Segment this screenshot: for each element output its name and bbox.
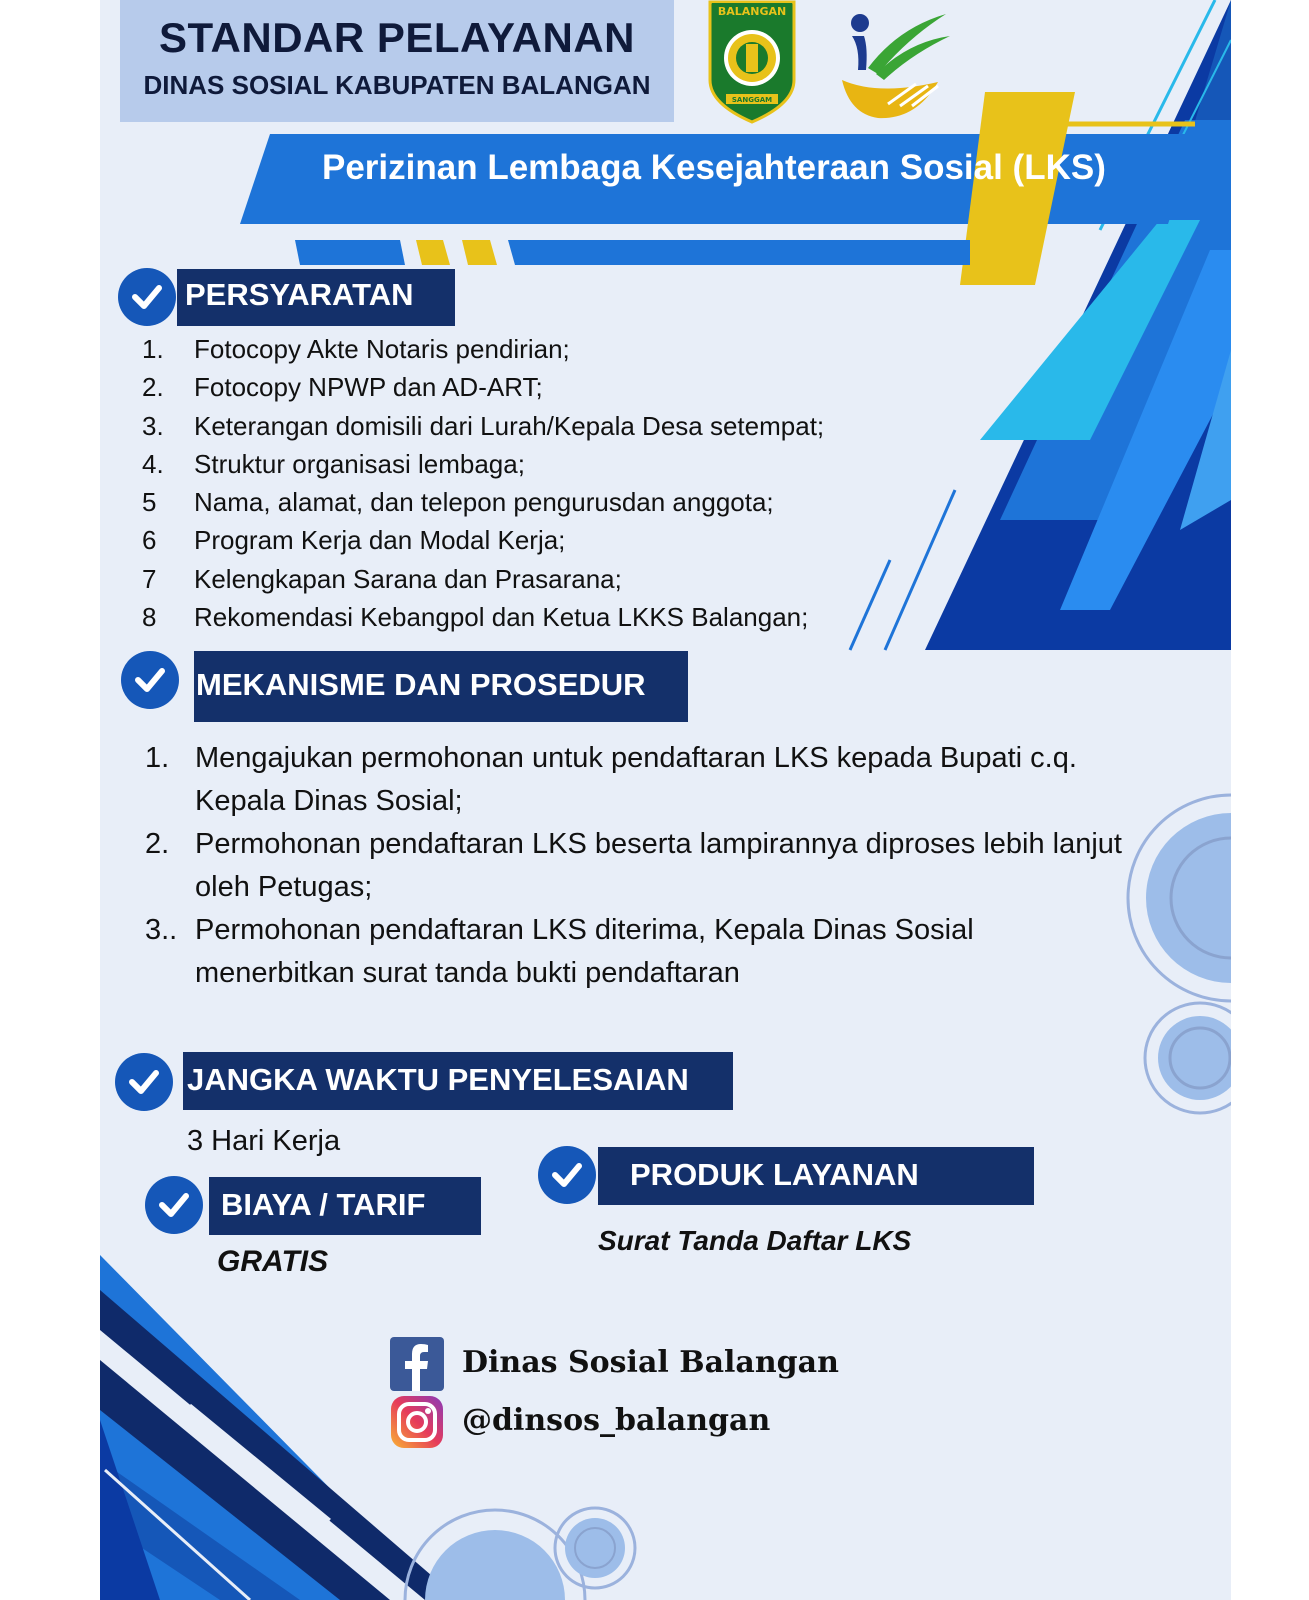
mekanisme-check-icon xyxy=(121,651,179,709)
svg-text:BALANGAN: BALANGAN xyxy=(717,5,787,18)
produk-value: Surat Tanda Daftar LKS xyxy=(598,1225,912,1256)
produk-heading: PRODUK LAYANAN xyxy=(598,1147,1034,1205)
list-item: 3.. Permohonan pendaftaran LKS diterima, Kepala Dinas Sosial menerbitkan surat tanda bukti pendaftaran xyxy=(145,914,974,989)
page-title: STANDAR PELAYANAN xyxy=(158,14,636,61)
persyaratan-heading: PERSYARATAN xyxy=(177,269,455,326)
instagram-label: @dinsos_balangan xyxy=(462,1403,771,1438)
facebook-label: Dinas Sosial Balangan xyxy=(462,1345,839,1380)
biaya-heading: BIAYA / TARIF xyxy=(209,1177,481,1235)
banner-title: Perizinan Lembaga Kesejahteraan Sosial (LKS) xyxy=(322,148,1106,187)
biaya-check-icon xyxy=(145,1176,203,1234)
list-item: 1. Mengajukan permohonan untuk pendaftaran LKS kepada Bupati c.q. Kepala Dinas Sosial; xyxy=(145,742,1077,817)
jangka-waktu-check-icon xyxy=(115,1053,173,1111)
mekanisme-heading: MEKANISME DAN PROSEDUR xyxy=(194,651,688,722)
svg-text:SANGGAM: SANGGAM xyxy=(731,96,773,104)
produk-check-icon xyxy=(538,1146,596,1204)
instagram-icon xyxy=(390,1395,444,1449)
biaya-value: GRATIS xyxy=(217,1245,329,1278)
persyaratan-check-icon xyxy=(118,268,176,326)
balangan-emblem-icon xyxy=(706,0,798,124)
list-item: 2. Permohonan pendaftaran LKS beserta lampirannya diproses lebih lanjut oleh Petugas; xyxy=(145,828,1122,903)
page-subtitle: DINAS SOSIAL KABUPATEN BALANGAN xyxy=(143,70,651,100)
facebook-icon xyxy=(390,1337,444,1391)
jangka-waktu-heading: JANGKA WAKTU PENYELESAIAN xyxy=(183,1052,733,1110)
header-box xyxy=(120,0,674,122)
kemensos-logo-icon xyxy=(838,8,953,123)
service-standard-poster: STANDAR PELAYANAN DINAS SOSIAL KABUPATEN BALANGAN BALANGAN SANGGAM Perizinan Lembaga Kesejahteraan Sosial (LKS) PERSYARATAN 1. Fotocopy Akte Notaris pendirian; 2. Fotocopy NPWP dan AD-ART; 3. Keterangan domisili dari Lurah/Kepala Desa setempat; 4. Struktur organisasi lembaga; 5 Nama, alamat, dan telepon pengurusdan anggota; 6 Program Kerja dan Modal Kerja; 7 Kelengkapan Sarana dan Prasarana; 8 Rekomendasi Kebangpol dan Ketua LKKS Balangan; MEKANISME DAN PROSEDUR 1. Mengajukan permohonan untuk pendaftaran LKS kepada Bupati c.q. Kepala Dinas Sosial; 2. Permohonan pendaftaran LKS beserta lampirannya diproses lebih lanjut oleh Petugas; 3.. Permohonan pendaftaran LKS diterima, Kepala Dinas Sosial menerbitkan surat tanda bukti pendaftaran JANGKA WAKTU PENYELESAIAN 3 Hari Kerja BIAYA / TARIF GRATIS PRODUK LAYANAN Surat Tanda Daftar LKS Dinas Sosial Balangan @dinsos_balangan xyxy=(100,0,1231,1600)
mekanisme-list xyxy=(145,737,1135,995)
jangka-waktu-value: 3 Hari Kerja xyxy=(187,1125,341,1157)
